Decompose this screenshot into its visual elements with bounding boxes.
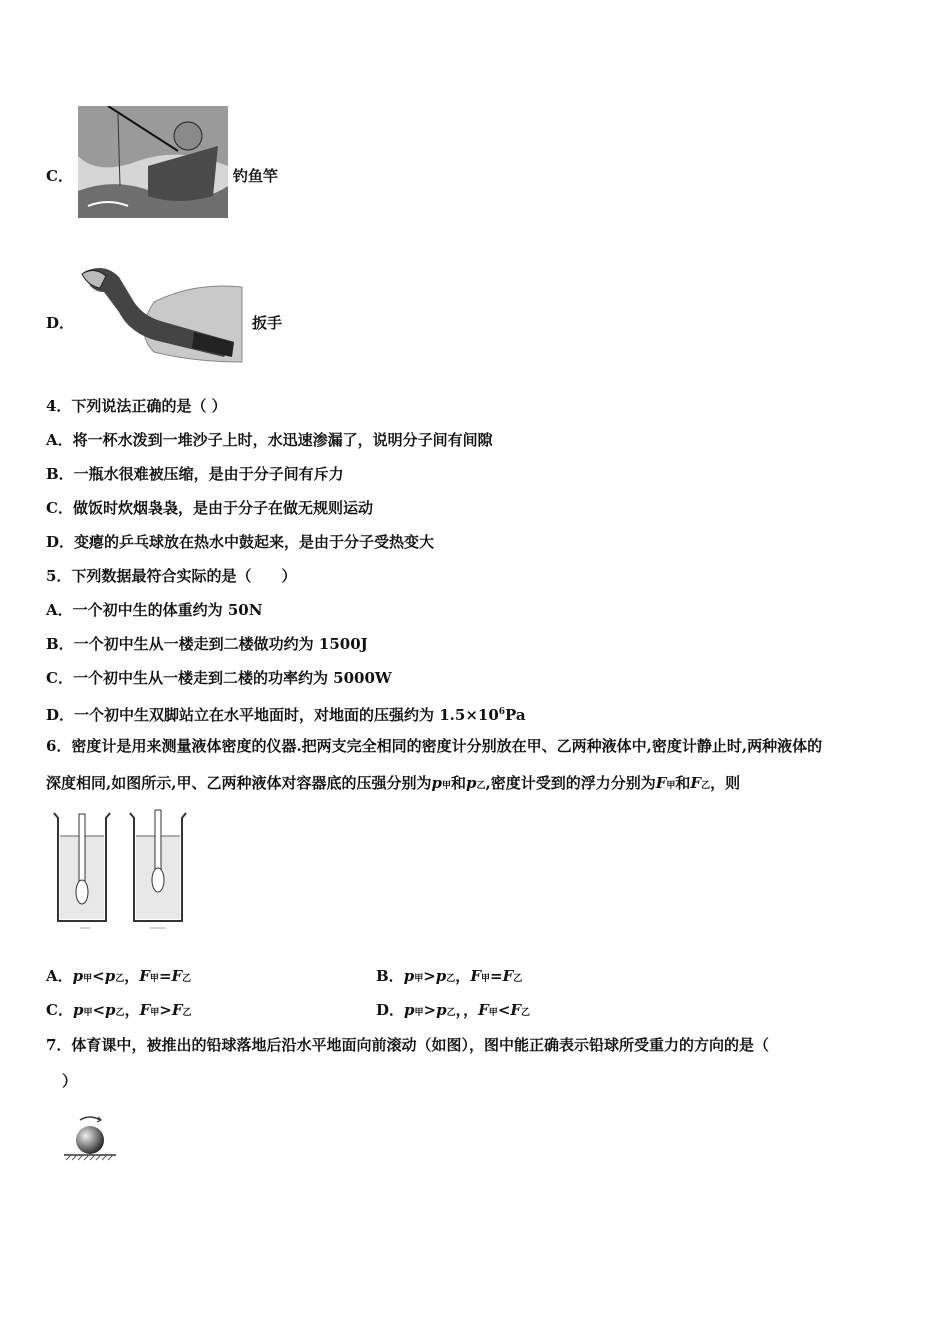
q6-option-c: C．p甲<p乙，F甲>F乙: [46, 1001, 192, 1019]
option-c-label: 钓鱼竿: [233, 167, 279, 185]
q6-stem-line1: 6．密度计是用来测量液体密度的仪器.把两支完全相同的密度计分别放在甲、乙两种液体中,密度计静止时,两种液体的: [46, 737, 823, 755]
fishing-boy-picture: [78, 106, 228, 218]
q4-option-a: A．将一杯水泼到一堆沙子上时，水迅速渗漏了，说明分子间有间隙: [46, 431, 493, 449]
q5-option-b: B．一个初中生从一楼走到二楼做功约为 1500J: [46, 635, 368, 653]
q4-option-c: C．做饭时炊烟袅袅，是由于分子在做无规则运动: [46, 499, 373, 517]
exponent: 6: [498, 707, 506, 717]
q5-option-c: C．一个初中生从一楼走到二楼的功率约为 5000W: [46, 669, 392, 687]
q5-option-a: A．一个初中生的体重约为 50N: [46, 601, 263, 619]
q4-stem: 4．下列说法正确的是（ ）: [46, 397, 227, 415]
q4-option-d: D．变瘪的乒乓球放在热水中鼓起来，是由于分子受热变大: [46, 533, 435, 551]
two-beakers-hydrometer-picture: [50, 808, 198, 932]
option-d-label: 扳手: [252, 314, 283, 332]
q5-stem: 5．下列数据最符合实际的是（ ）: [46, 567, 297, 585]
q6-option-d: D．p甲>p乙，，F甲<F乙: [376, 1001, 531, 1019]
option-d-letter: D．: [46, 314, 75, 332]
q5-option-d: D．一个初中生双脚站立在水平地面时，对地面的压强约为 $1.5\times 10^6Pa$: [46, 706, 526, 724]
option-c-letter: C．: [46, 167, 73, 185]
q6-option-b: B．p甲>p乙，F甲=F乙: [376, 967, 523, 985]
q6-stem-line2: 深度相同,如图所示,甲、乙两种液体对容器底的压强分别为p甲和p乙,密度计受到的浮力分别为F甲和F乙，则: [46, 774, 741, 792]
q7-stem-line1: 7．体育课中，被推出的铅球落地后沿水平地面向前滚动（如图），图中能正确表示铅球所受重力的方向的是（: [46, 1036, 769, 1054]
wrench-hand-picture: [74, 262, 244, 364]
q4-option-b: B．一瓶水很难被压缩，是由于分子间有斥力: [46, 465, 344, 483]
q7-stem-line2: ）: [62, 1072, 78, 1090]
q6-option-a: A．p甲<p乙，F甲=F乙: [46, 967, 192, 985]
rolling-shot-ball-picture: [62, 1112, 118, 1164]
